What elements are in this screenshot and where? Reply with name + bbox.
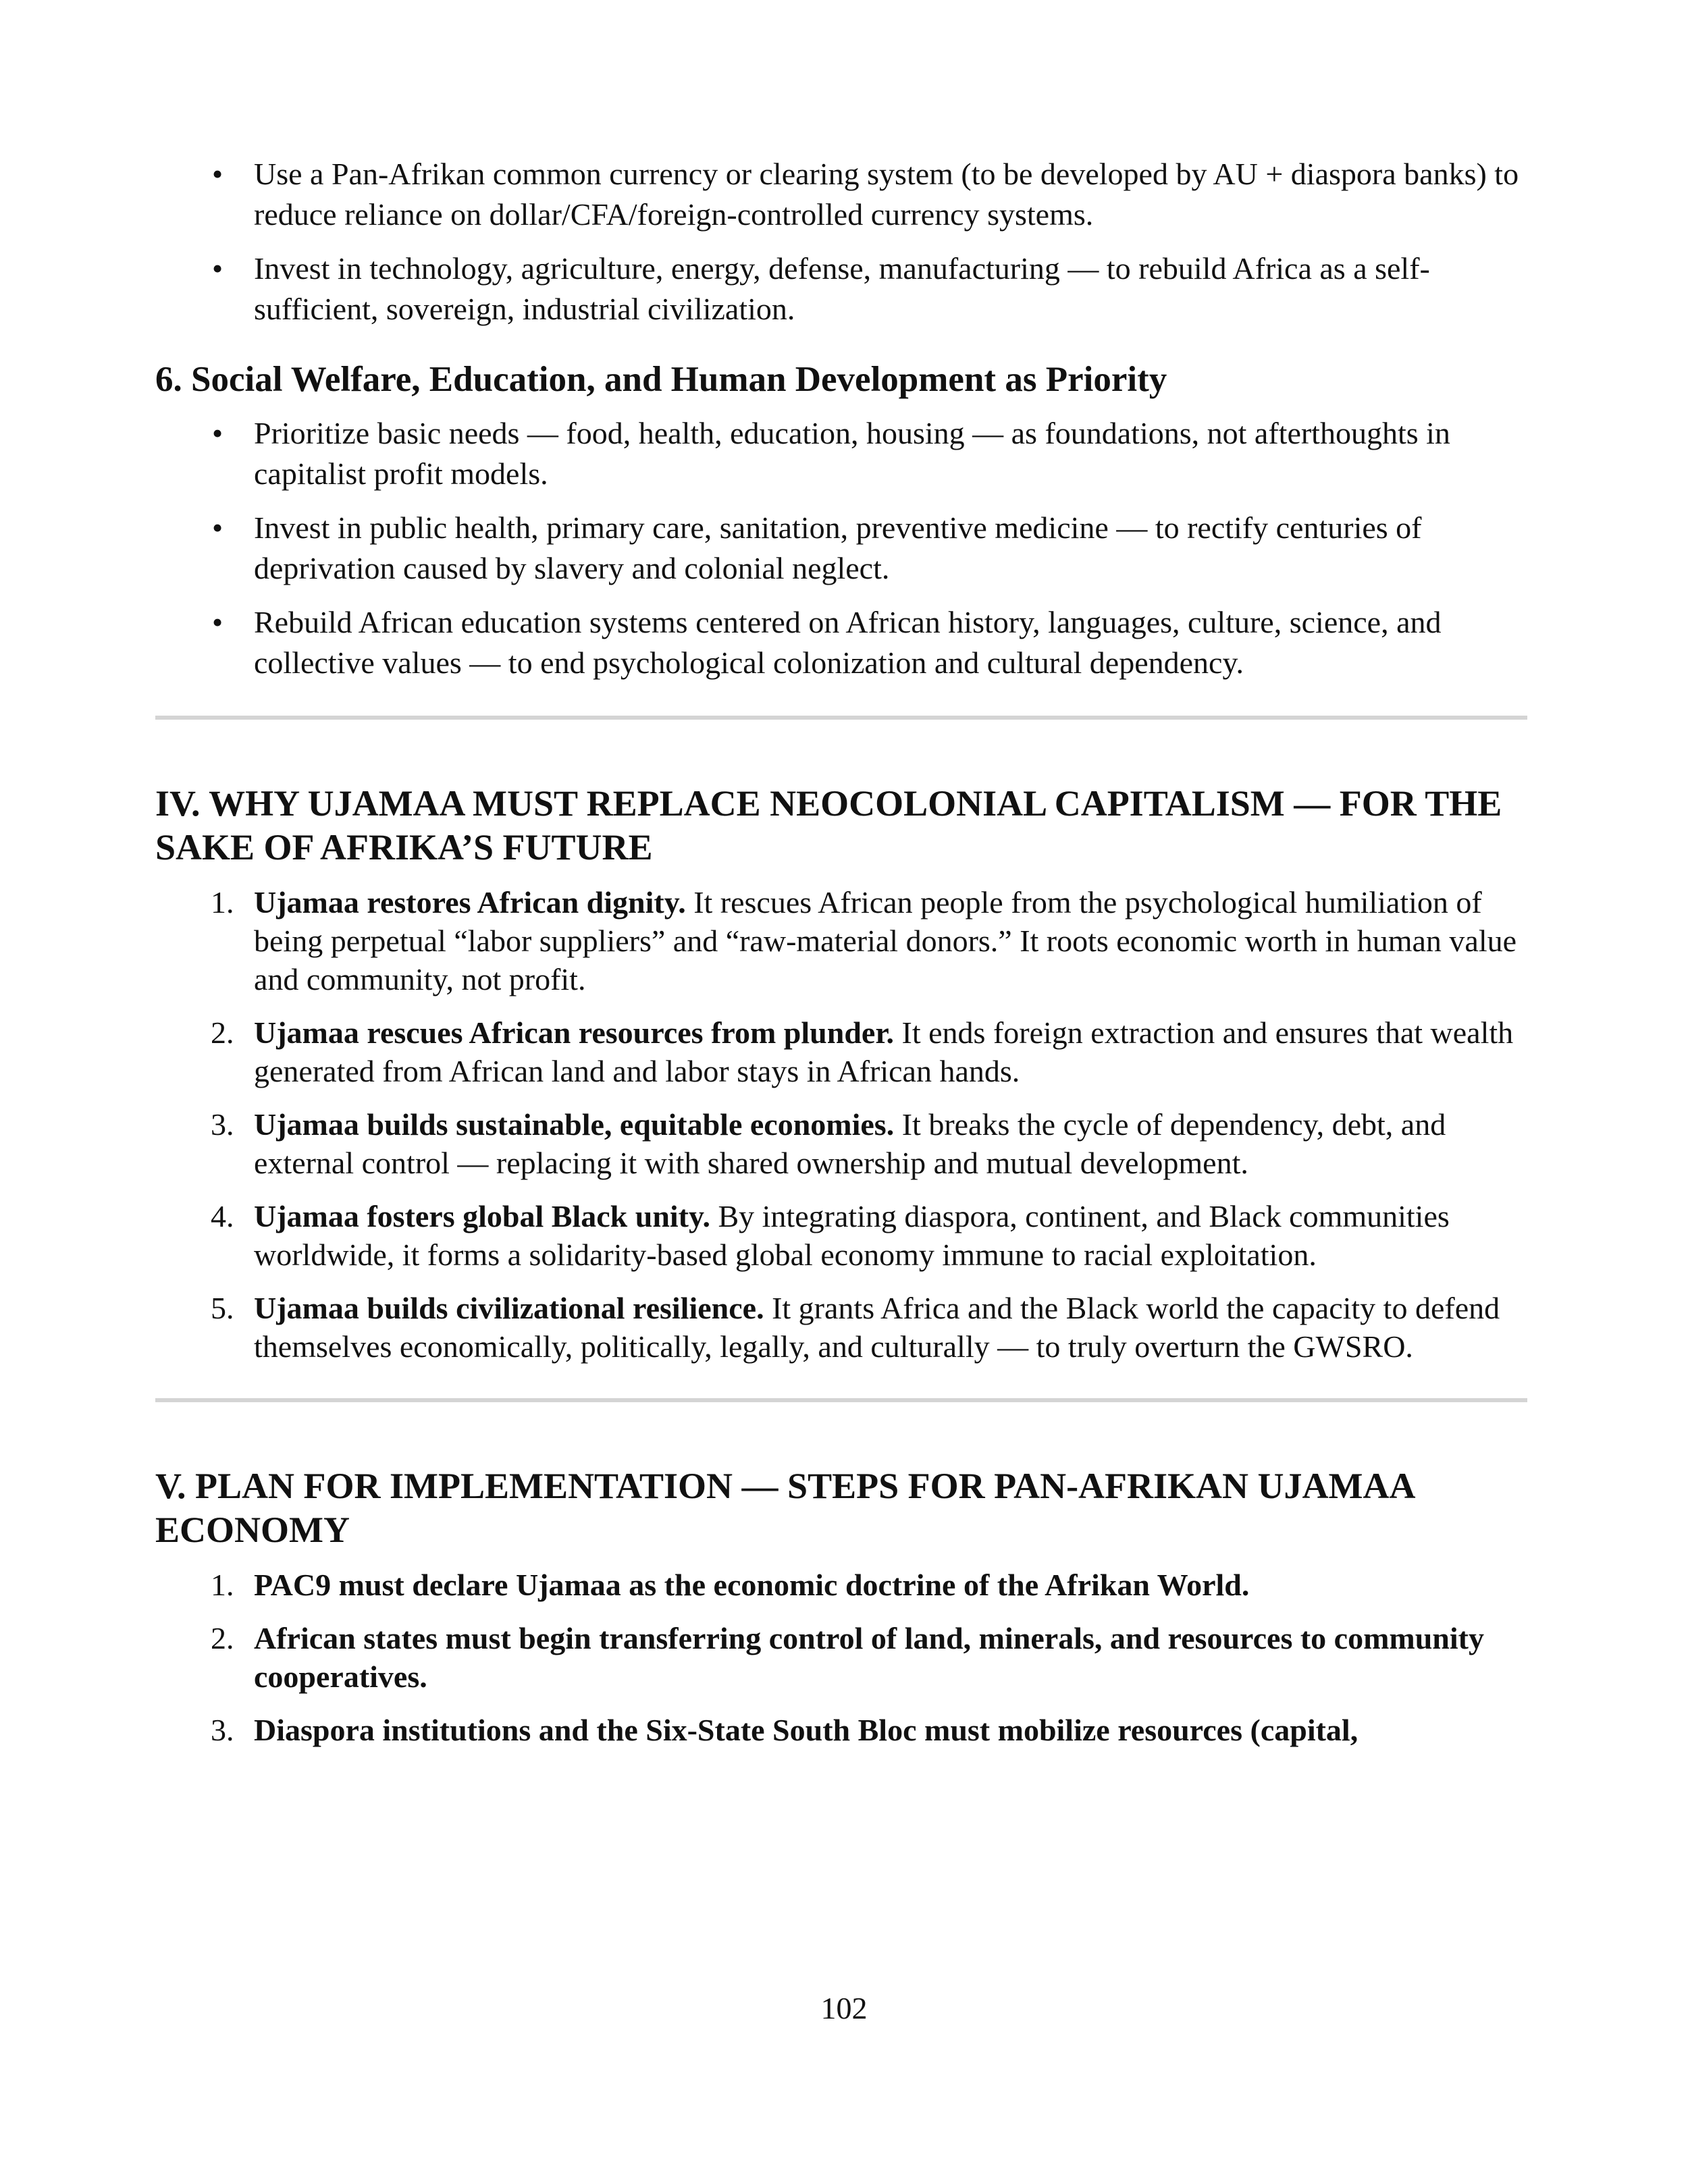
bullet-text: Use a Pan-Afrikan common currency or clearing system (to be developed by AU + diaspora banks) to reduce reliance on dollar/CFA/foreign-controlled currency systems. (254, 157, 1519, 232)
list-item (155, 883, 1527, 998)
item-lead: Ujamaa restores African dignity. (254, 885, 686, 920)
section-divider (155, 1398, 1527, 1402)
list-item (155, 1197, 1527, 1274)
item-number: 1. (211, 1568, 234, 1602)
section-6-bullet-list (155, 413, 1527, 683)
section-v-heading: V. PLAN FOR IMPLEMENTATION — STEPS FOR PAN-AFRIKAN UJAMAA ECONOMY (155, 1466, 1414, 1550)
item-number: 1. (211, 885, 234, 920)
list-item (155, 248, 1527, 329)
list-item (155, 1711, 1527, 1749)
item-lead: Ujamaa builds civilizational resilience. (254, 1291, 764, 1325)
bullet-text: Prioritize basic needs — food, health, education, housing — as foundations, not afterthoughts in capitalist profit models. (254, 416, 1450, 491)
page-number: 102 (820, 1991, 868, 2025)
item-text: It grants Africa and the Black world the capacity to defend themselves economically, politically, legally, and culturally — to truly overturn the GWSRO. (254, 1291, 1500, 1364)
item-text: It rescues African people from the psychological humiliation of being perpetual “labor suppliers” and “raw-material donors.” It roots economic worth in human value and community, not profit. (254, 885, 1517, 996)
item-text: It breaks the cycle of dependency, debt, and external control — replacing it with shared ownership and mutual development. (254, 1107, 1446, 1180)
bullet-icon: • (212, 605, 223, 639)
bullet-text: Rebuild African education systems centered on African history, languages, culture, science, and collective values — to end psychological colonization and cultural dependency. (254, 605, 1442, 680)
item-text: By integrating diaspora, continent, and Black communities worldwide, it forms a solidarity-based global economy immune to racial exploitation. (254, 1199, 1450, 1272)
item-number: 4. (211, 1199, 234, 1233)
list-item (155, 1619, 1527, 1696)
section-v-list (155, 1566, 1527, 1749)
item-lead: PAC9 must declare Ujamaa as the economic doctrine of the Afrikan World. (254, 1568, 1250, 1602)
item-lead: Ujamaa builds sustainable, equitable economies. (254, 1107, 895, 1142)
list-item (155, 602, 1527, 683)
section-6-heading: 6. Social Welfare, Education, and Human Development as Priority (155, 360, 1167, 399)
item-number: 5. (211, 1291, 234, 1325)
item-lead: Ujamaa rescues African resources from plunder. (254, 1015, 895, 1050)
section-divider (155, 716, 1527, 720)
bullet-text: Invest in technology, agriculture, energy, defense, manufacturing — to rebuild Africa as a self-sufficient, sovereign, industrial civilization. (254, 251, 1430, 326)
item-number: 2. (211, 1621, 234, 1655)
list-item (155, 413, 1527, 494)
top-bullet-list (155, 154, 1527, 329)
document-page (155, 154, 1527, 1764)
item-number: 3. (211, 1107, 234, 1142)
list-item (155, 1566, 1527, 1604)
item-lead: African states must begin transferring control of land, minerals, and resources to community cooperatives. (254, 1621, 1484, 1694)
list-item (155, 1013, 1527, 1090)
bullet-icon: • (212, 416, 223, 450)
list-item (155, 1289, 1527, 1366)
bullet-text: Invest in public health, primary care, sanitation, preventive medicine — to rectify centuries of deprivation caused by slavery and colonial neglect. (254, 510, 1422, 585)
bullet-icon: • (212, 157, 223, 191)
list-item (155, 1105, 1527, 1182)
bullet-icon: • (212, 251, 223, 286)
section-iv-list (155, 883, 1527, 1366)
item-text: It ends foreign extraction and ensures that wealth generated from African land and labor stays in African hands. (254, 1015, 1514, 1088)
item-lead: Diaspora institutions and the Six-State South Bloc must mobilize resources (capital, (254, 1713, 1359, 1747)
item-number: 3. (211, 1713, 234, 1747)
list-item (155, 154, 1527, 235)
list-item (155, 508, 1527, 589)
bullet-icon: • (212, 510, 223, 545)
item-lead: Ujamaa fosters global Black unity. (254, 1199, 710, 1233)
section-iv-heading: IV. WHY UJAMAA MUST REPLACE NEOCOLONIAL CAPITALISM — FOR THE SAKE OF AFRIKA’S FUTURE (155, 783, 1502, 868)
item-number: 2. (211, 1015, 234, 1050)
